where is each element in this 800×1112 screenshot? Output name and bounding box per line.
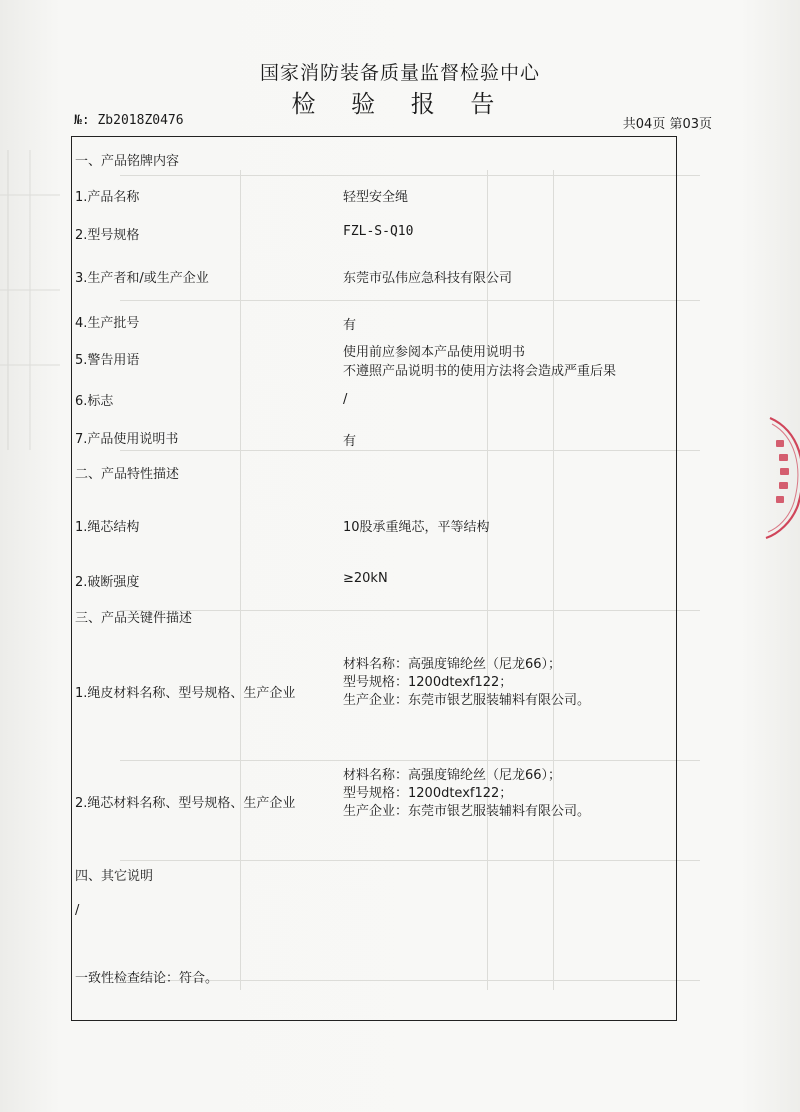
- sheath-material-label: 1.绳皮材料名称、型号规格、生产企业: [75, 686, 296, 701]
- core-material-maker: 生产企业：东莞市银艺服装辅料有限公司。: [343, 804, 591, 819]
- core-material-model: 型号规格：1200dtexf122；: [343, 786, 513, 801]
- binding-edge-marks: [0, 150, 60, 450]
- batch-value: 有: [343, 318, 357, 333]
- mark-value: /: [343, 392, 348, 407]
- warning-value-line-1: 使用前应参阅本产品使用说明书: [343, 345, 526, 360]
- sheath-material-name: 材料名称：高强度锦纶丝（尼龙66）；: [343, 657, 562, 672]
- core-material-label: 2.绳芯材料名称、型号规格、生产企业: [75, 796, 296, 811]
- batch-label: 4.生产批号: [75, 316, 140, 331]
- sheath-material-maker: 生产企业：东莞市银艺服装辅料有限公司。: [343, 693, 591, 708]
- model-value: FZL-S-Q10: [343, 224, 414, 239]
- mark-label: 6.标志: [75, 394, 114, 409]
- sheath-material-model: 型号规格：1200dtexf122；: [343, 675, 513, 690]
- manufacturer-label: 3.生产者和/或生产企业: [75, 271, 209, 286]
- page-count: 共04页 第03页: [622, 117, 712, 132]
- warning-label: 5.警告用语: [75, 353, 140, 368]
- breaking-strength-label: 2.破断强度: [75, 575, 140, 590]
- product-name-label: 1.产品名称: [75, 190, 140, 205]
- section-heading-characteristics: 二、产品特性描述: [75, 467, 180, 482]
- product-name-value: 轻型安全绳: [343, 190, 409, 205]
- manufacturer-value: 东莞市弘伟应急科技有限公司: [343, 271, 513, 286]
- manual-label: 7.产品使用说明书: [75, 432, 179, 447]
- conformity-conclusion: 一致性检查结论：符合。: [75, 971, 219, 986]
- warning-value-line-2: 不遵照产品说明书的使用方法将会造成严重后果: [343, 364, 617, 379]
- document-type-title: 检 验 报 告: [291, 90, 509, 118]
- other-notes-value: /: [75, 903, 80, 918]
- section-heading-other: 四、其它说明: [75, 869, 154, 884]
- breaking-strength-value: ≥20kN: [343, 571, 388, 586]
- official-seal: [758, 410, 800, 540]
- report-number: №: Zb2018Z0476: [74, 113, 184, 128]
- section-heading-key-parts: 三、产品关键件描述: [75, 611, 193, 626]
- issuer-title: 国家消防装备质量监督检验中心: [259, 62, 540, 84]
- section-heading-nameplate: 一、产品铭牌内容: [75, 154, 180, 169]
- core-structure-label: 1.绳芯结构: [75, 520, 140, 535]
- model-label: 2.型号规格: [75, 228, 140, 243]
- core-material-name: 材料名称：高强度锦纶丝（尼龙66）；: [343, 768, 562, 783]
- core-structure-value: 10股承重绳芯，平等结构: [343, 520, 490, 535]
- manual-value: 有: [343, 434, 357, 449]
